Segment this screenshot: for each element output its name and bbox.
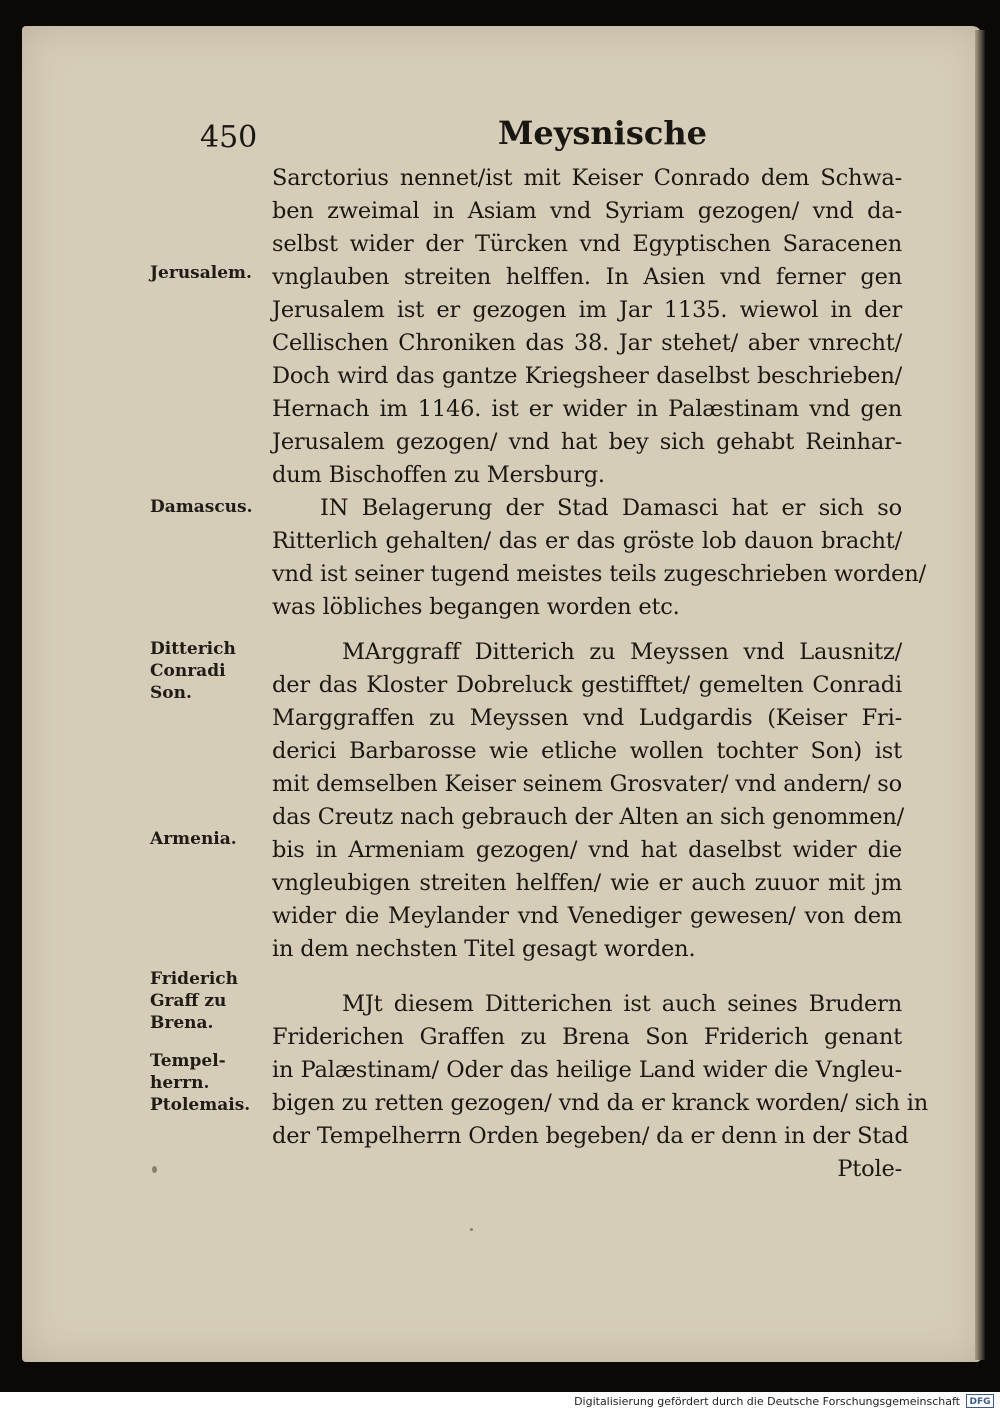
text-line: in dem nechsten Titel gesagt worden. xyxy=(272,936,696,962)
text-line: Ritterlich gehalten/ das er das gröste lob dauon bracht/ xyxy=(272,528,902,554)
paragraph xyxy=(272,492,902,525)
paragraph xyxy=(272,162,902,492)
text-line: Jerusalem gezogen/ vnd hat bey sich gehabt Reinhar- xyxy=(272,429,902,455)
catchword: Ptole- xyxy=(837,1156,902,1182)
paragraph-gap xyxy=(272,966,902,988)
text-line: Sarctorius nennet/ist mit Keiser Conrado dem Schwa- xyxy=(272,165,902,191)
text-line: was löbliches begangen worden etc. xyxy=(272,594,680,620)
text-line: Jerusalem ist er gezogen im Jar 1135. wiewol in der xyxy=(272,297,902,323)
running-title: Meysnische xyxy=(498,114,707,152)
margin-note-jerusalem: Jerusalem. xyxy=(150,263,252,283)
margin-note-friderich: Friderich Graff zu Brena. xyxy=(150,969,239,1033)
text-line: wider die Meylander vnd Venediger gewesen/ von dem xyxy=(272,903,902,929)
text-line: bigen zu retten gezogen/ vnd da er kranck worden/ sich in xyxy=(272,1090,929,1116)
text-line: vnd ist seiner tugend meistes teils zugeschrieben worden/ xyxy=(272,561,926,587)
paragraph xyxy=(272,525,926,624)
margin-note-damascus: Damascus. xyxy=(150,497,253,517)
text-line: Hernach im 1146. ist er wider in Palæstinam vnd gen xyxy=(272,396,902,422)
margin-note-ptolemais: Ptolemais. xyxy=(150,1095,251,1115)
ink-blemish xyxy=(152,1166,157,1173)
funding-notice: Digitalisierung gefördert durch die Deutsche Forschungsgemeinschaft xyxy=(574,1395,960,1408)
text-line: selbst wider der Türcken vnd Egyptischen Saracenen xyxy=(272,231,902,257)
text-line: Cellischen Chroniken das 38. Jar stehet/ aber vnrecht/ xyxy=(272,330,902,356)
text-line: dum Bischoffen zu Mersburg. xyxy=(272,462,605,488)
dfg-logo-icon: DFG xyxy=(966,1394,994,1408)
text-line: in Palæstinam/ Oder das heilige Land wider die Vngleu- xyxy=(272,1057,902,1083)
text-line: MJt diesem Ditterichen ist auch seines Brudern xyxy=(342,991,902,1017)
text-line: der Tempelherrn Orden begeben/ da er denn in der Stad xyxy=(272,1123,909,1149)
margin-note-armenia: Armenia. xyxy=(150,829,237,849)
paragraph xyxy=(272,988,902,1021)
body-text xyxy=(272,162,929,1186)
margin-note-ditterich: Ditterich Conradi Son. xyxy=(150,639,236,703)
text-line: vnglauben streiten helffen. In Asien vnd ferner gen xyxy=(272,264,902,290)
text-line: der das Kloster Dobreluck gestifftet/ gemelten Conradi xyxy=(272,672,902,698)
page-number: 450 xyxy=(200,120,258,155)
text-line: vngleubigen streiten helffen/ wie er auch zuuor mit jm xyxy=(272,870,902,896)
paragraph xyxy=(272,636,902,669)
margin-note-tempelherrn: Tempel-herrn. xyxy=(150,1051,226,1093)
footer xyxy=(0,1392,1000,1412)
text-line: MArggraff Ditterich zu Meyssen vnd Lausnitz/ xyxy=(342,639,902,665)
text-line: mit demselben Keiser seinem Grosvater/ vnd andern/ so xyxy=(272,771,902,797)
text-line: das Creutz nach gebrauch der Alten an sich genommen/ xyxy=(272,804,905,830)
paragraph-gap xyxy=(272,624,902,636)
text-line: Friderichen Graffen zu Brena Son Friderich genant xyxy=(272,1024,902,1050)
page-edge xyxy=(975,30,985,1360)
ink-blemish xyxy=(470,1228,473,1231)
text-line: ben zweimal in Asiam vnd Syriam gezogen/ vnd da- xyxy=(272,198,902,224)
text-line: IN Belagerung der Stad Damasci hat er sich so xyxy=(320,495,902,521)
text-line: bis in Armeniam gezogen/ vnd hat daselbst wider die xyxy=(272,837,902,863)
text-line: Doch wird das gantze Kriegsheer daselbst beschrieben/ xyxy=(272,363,902,389)
text-line: derici Barbarosse wie etliche wollen tochter Son) ist xyxy=(272,738,902,764)
paragraph xyxy=(272,669,905,966)
paragraph xyxy=(272,1021,929,1186)
page-header xyxy=(200,112,900,160)
text-line: Marggraffen zu Meyssen vnd Ludgardis (Keiser Fri- xyxy=(272,705,902,731)
